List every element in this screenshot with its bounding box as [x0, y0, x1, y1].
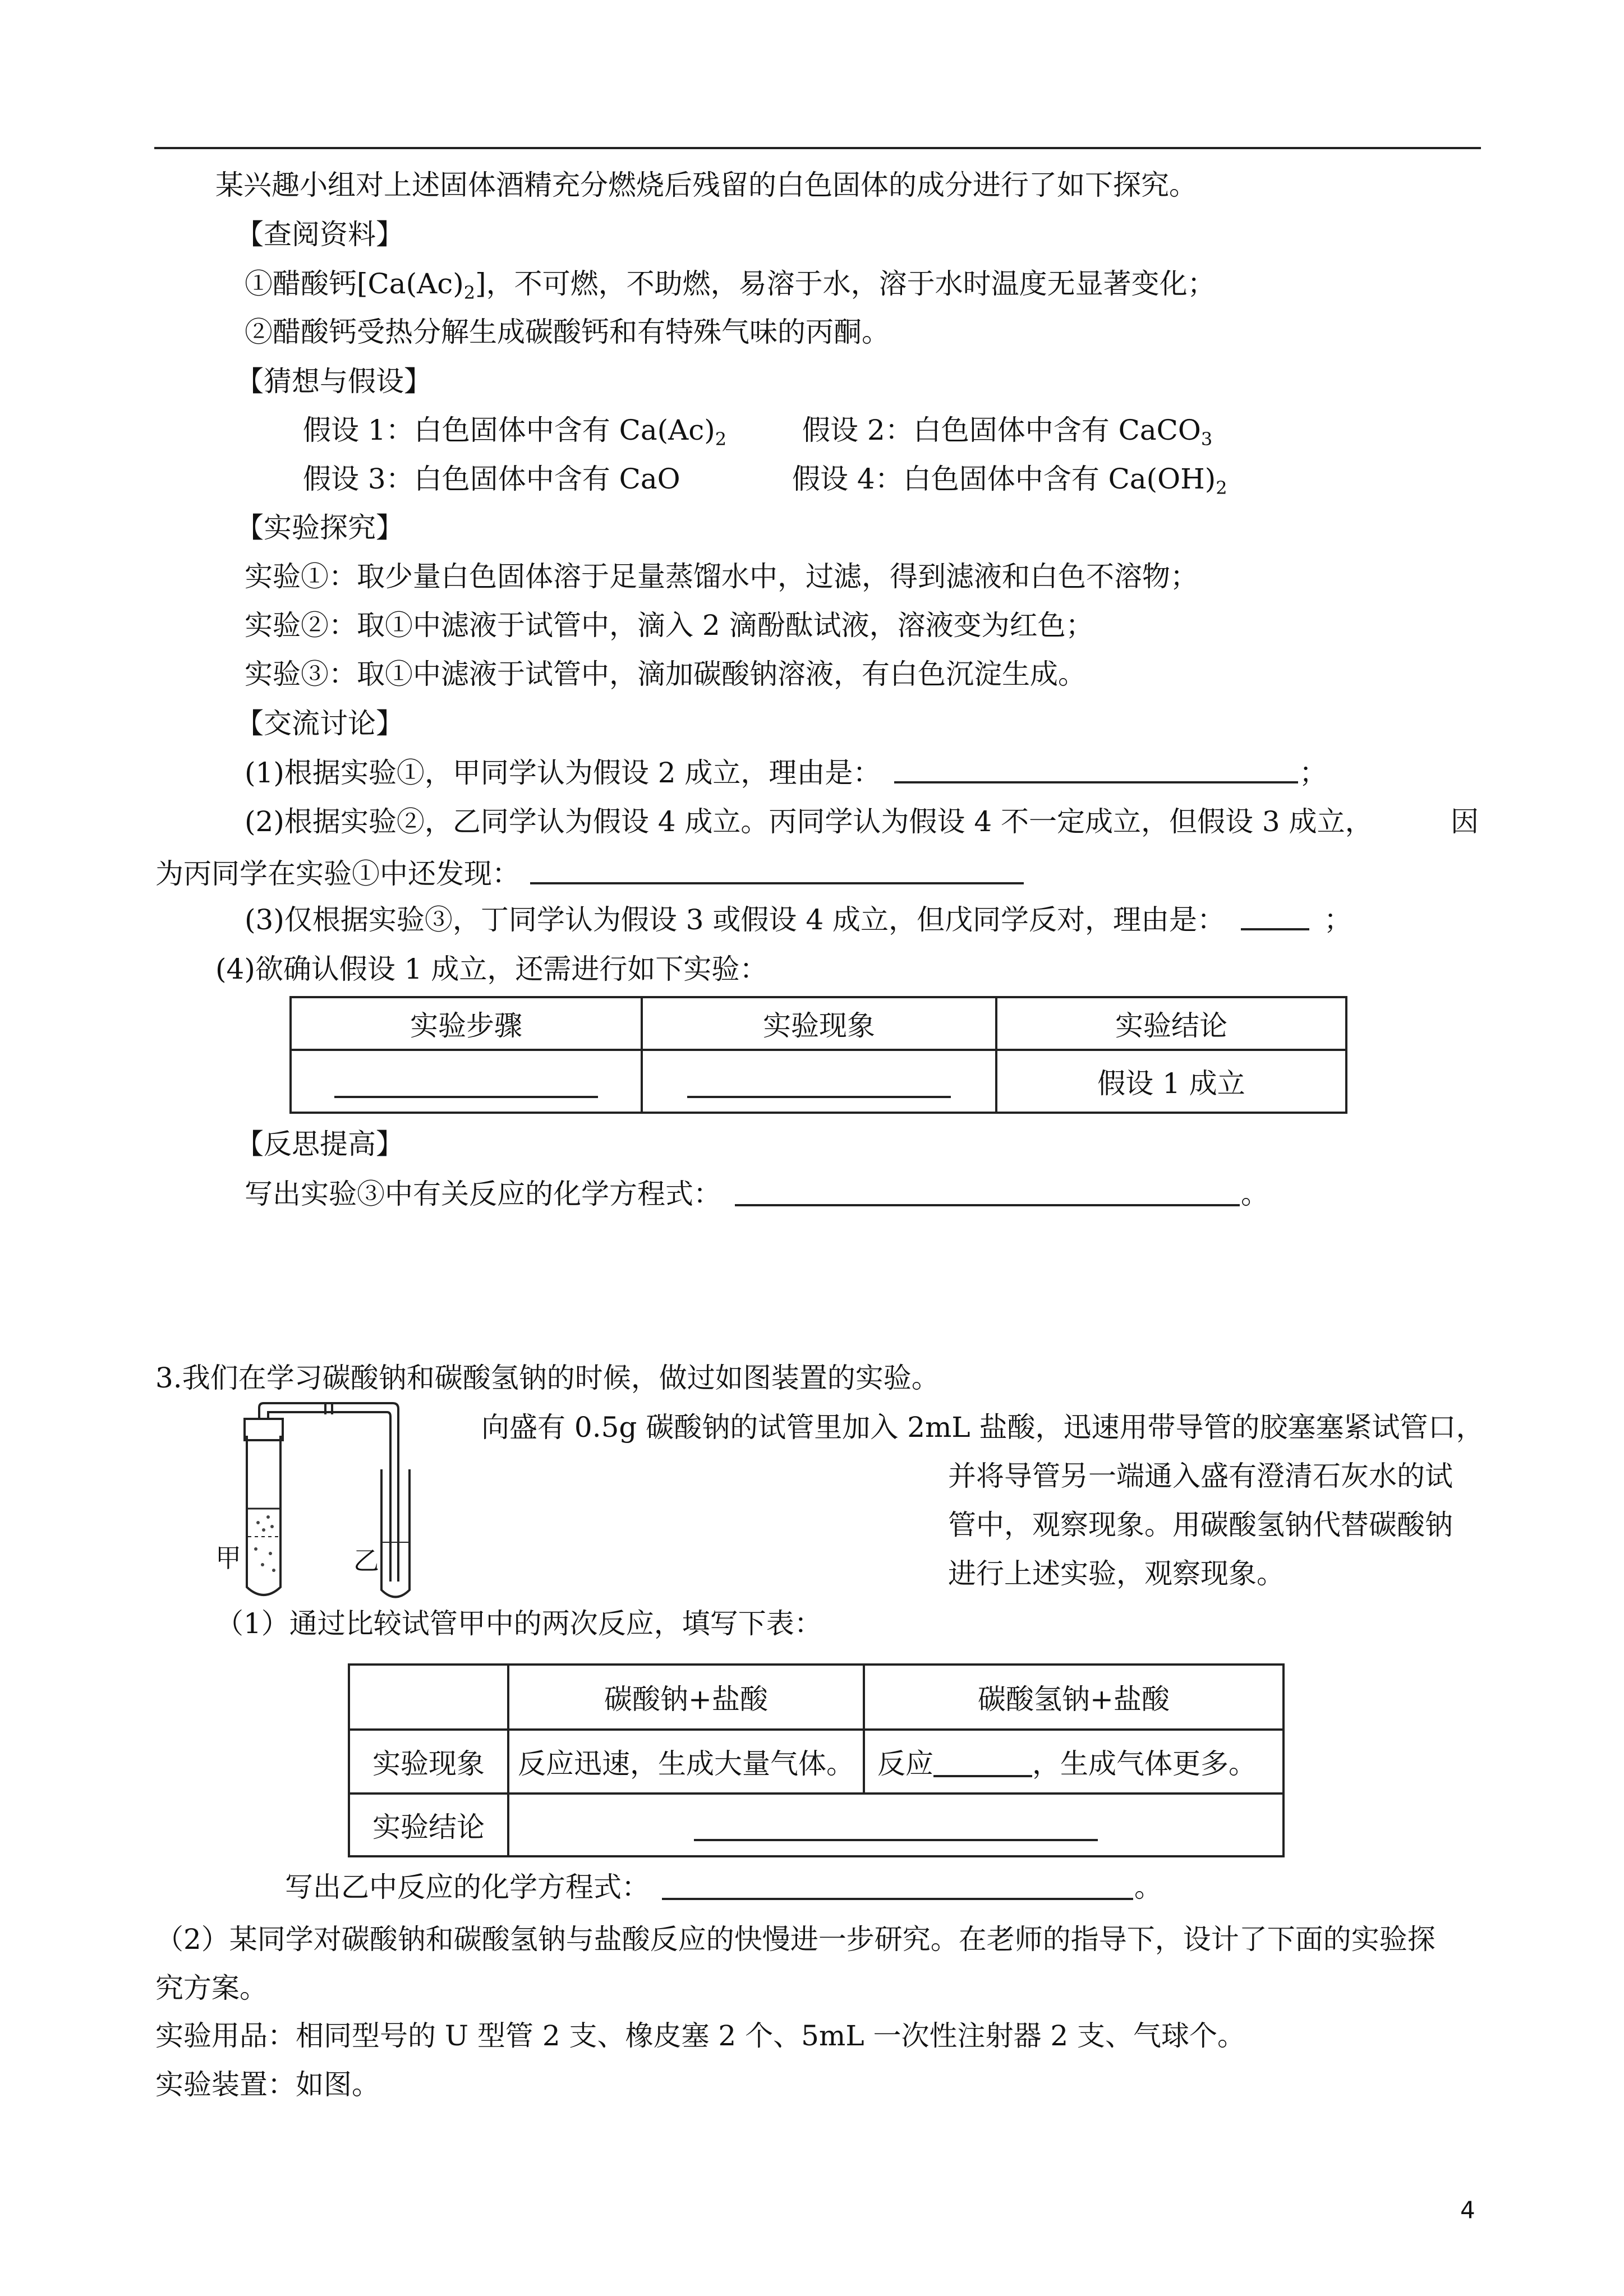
conclusion-blank[interactable]	[694, 1839, 1098, 1841]
table-header-phenomena: 实验现象	[642, 997, 996, 1050]
section-3-question-1: （1）通过比较试管甲中的两次反应，填写下表：	[215, 1607, 822, 1640]
section-3-para-4: 进行上述实验，观察现象。	[948, 1557, 1285, 1590]
section-3-title: 3.我们在学习碳酸钠和碳酸氢钠的时候，做过如图装置的实验。	[155, 1362, 940, 1394]
question-2-wrap: 因	[1451, 805, 1479, 838]
hypothesis-4: 假设 4：白色固体中含有 $Ca(OH)_2$	[792, 463, 1227, 499]
experiment-2: 实验②：取①中滤液于试管中，滴入 2 滴酚酞试液，溶液变为红色；	[245, 609, 1094, 642]
table-header-conclusion: 实验结论	[996, 997, 1346, 1050]
reflection-text: 写出实验③中有关反应的化学方程式：	[245, 1178, 721, 1210]
comparison-na2co3-phenomena: 反应迅速，生成大量气体。	[508, 1730, 864, 1794]
heading-reflection: 【反思提高】	[236, 1128, 404, 1160]
section-3-para-1: 向盛有 0.5g 碳酸钠的试管里加入 2mL 盐酸，迅速用带导管的胶塞塞紧试管口，	[481, 1411, 1484, 1444]
section-3-equation-end: 。	[1134, 1871, 1162, 1903]
question-4: (4)欲确认假设 1 成立，还需进行如下实验：	[215, 953, 768, 985]
table-cell-steps[interactable]	[291, 1050, 642, 1113]
question-3-end: ；	[1324, 903, 1352, 936]
heading-references: 【查阅资料】	[236, 218, 404, 251]
comparison-conclusion-cell[interactable]	[508, 1794, 1283, 1856]
section-3-para-3: 管中，观察现象。用碳酸氢钠代替碳酸钠	[948, 1509, 1453, 1541]
reference-2: ②醋酸钙受热分解生成碳酸钙和有特殊气味的丙酮。	[245, 316, 890, 348]
heading-discussion: 【交流讨论】	[236, 707, 404, 740]
comparison-nahco3-phenomena[interactable]	[864, 1730, 1283, 1794]
hypothesis-3: 假设 3：白色固体中含有 CaO	[303, 463, 680, 495]
question-2-cont: 为丙同学在实验①中还发现：	[155, 857, 520, 890]
table-cell-phenomena[interactable]	[642, 1050, 996, 1113]
reference-1: ①醋酸钙$[Ca(Ac)_2]$，不可燃，不助燃，易溶于水，溶于水时温度无显著变化；	[245, 268, 1216, 303]
comparison-row-conclusion: 实验结论	[349, 1794, 508, 1856]
label-tube-jia: 甲	[215, 1543, 241, 1573]
intro-text: 某兴趣小组对上述固体酒精充分燃烧后残留的白色固体的成分进行了如下探究。	[215, 169, 1197, 201]
cell-blank-steps[interactable]	[334, 1096, 598, 1098]
page-number: 4	[1460, 2196, 1475, 2224]
question-3: (3)仅根据实验③，丁同学认为假设 3 或假设 4 成立，但戊同学反对，理由是：	[245, 903, 1226, 936]
question-1: (1)根据实验①，甲同学认为假设 2 成立，理由是：	[245, 757, 881, 789]
reflection-end: 。	[1241, 1178, 1269, 1210]
hypothesis-1: 假设 1：白色固体中含有 $Ca(Ac)_2$	[303, 414, 727, 450]
cell-blank-phenomena[interactable]	[687, 1096, 951, 1098]
answer-blank-2[interactable]	[530, 882, 1024, 884]
section-3-device: 实验装置：如图。	[155, 2068, 380, 2101]
answer-blank-1[interactable]	[894, 781, 1298, 783]
test-tube-apparatus	[208, 1402, 454, 1604]
answer-blank-yi-equation[interactable]	[662, 1898, 1133, 1900]
hypothesis-2: 假设 2：白色固体中含有 CaCO$_3$	[802, 414, 1213, 450]
section-3-equation: 写出乙中反应的化学方程式：	[285, 1871, 650, 1903]
comparison-header-nahco3: 碳酸氢钠+盐酸	[864, 1665, 1283, 1730]
table-header-steps: 实验步骤	[291, 997, 642, 1050]
comparison-corner-cell	[349, 1665, 508, 1730]
table-cell-conclusion: 假设 1 成立	[996, 1050, 1346, 1113]
answer-blank-equation[interactable]	[735, 1204, 1240, 1206]
comparison-row-phenomena: 实验现象	[349, 1730, 508, 1794]
section-3-materials: 实验用品：相同型号的 U 型管 2 支、橡皮塞 2 个、5mL 一次性注射器 2 支、气球个。	[155, 2020, 1246, 2052]
heading-experiment: 【实验探究】	[236, 511, 404, 544]
question-2: (2)根据实验②，乙同学认为假设 4 成立。丙同学认为假设 4 不一定成立，但假设 3 成立，	[245, 805, 1373, 838]
experiment-1: 实验①：取少量白色固体溶于足量蒸馏水中，过滤，得到滤液和白色不溶物；	[245, 560, 1198, 593]
section-3-question-2: （2）某同学对碳酸钠和碳酸氢钠与盐酸反应的快慢进一步研究。在老师的指导下，设计了下面的实验探	[155, 1923, 1436, 1956]
label-tube-yi: 乙	[353, 1546, 379, 1576]
comparison-table	[348, 1663, 1285, 1857]
phenomena-prefix: 反应	[877, 1748, 933, 1780]
heading-hypothesis: 【猜想与假设】	[236, 365, 432, 398]
phenomena-blank[interactable]	[933, 1775, 1032, 1777]
phenomena-suffix: ，生成气体更多。	[1032, 1748, 1257, 1780]
experiment-3: 实验③：取①中滤液于试管中，滴加碳酸钠溶液，有白色沉淀生成。	[245, 658, 1086, 690]
section-3-para-2: 并将导管另一端通入盛有澄清石灰水的试	[948, 1460, 1453, 1492]
comparison-header-na2co3: 碳酸钠+盐酸	[508, 1665, 864, 1730]
header-rule	[154, 147, 1481, 149]
answer-blank-3[interactable]	[1241, 928, 1309, 930]
section-3-question-2-cont: 究方案。	[155, 1972, 268, 2004]
question-1-end: ；	[1299, 757, 1327, 789]
experiment-table	[289, 996, 1347, 1114]
